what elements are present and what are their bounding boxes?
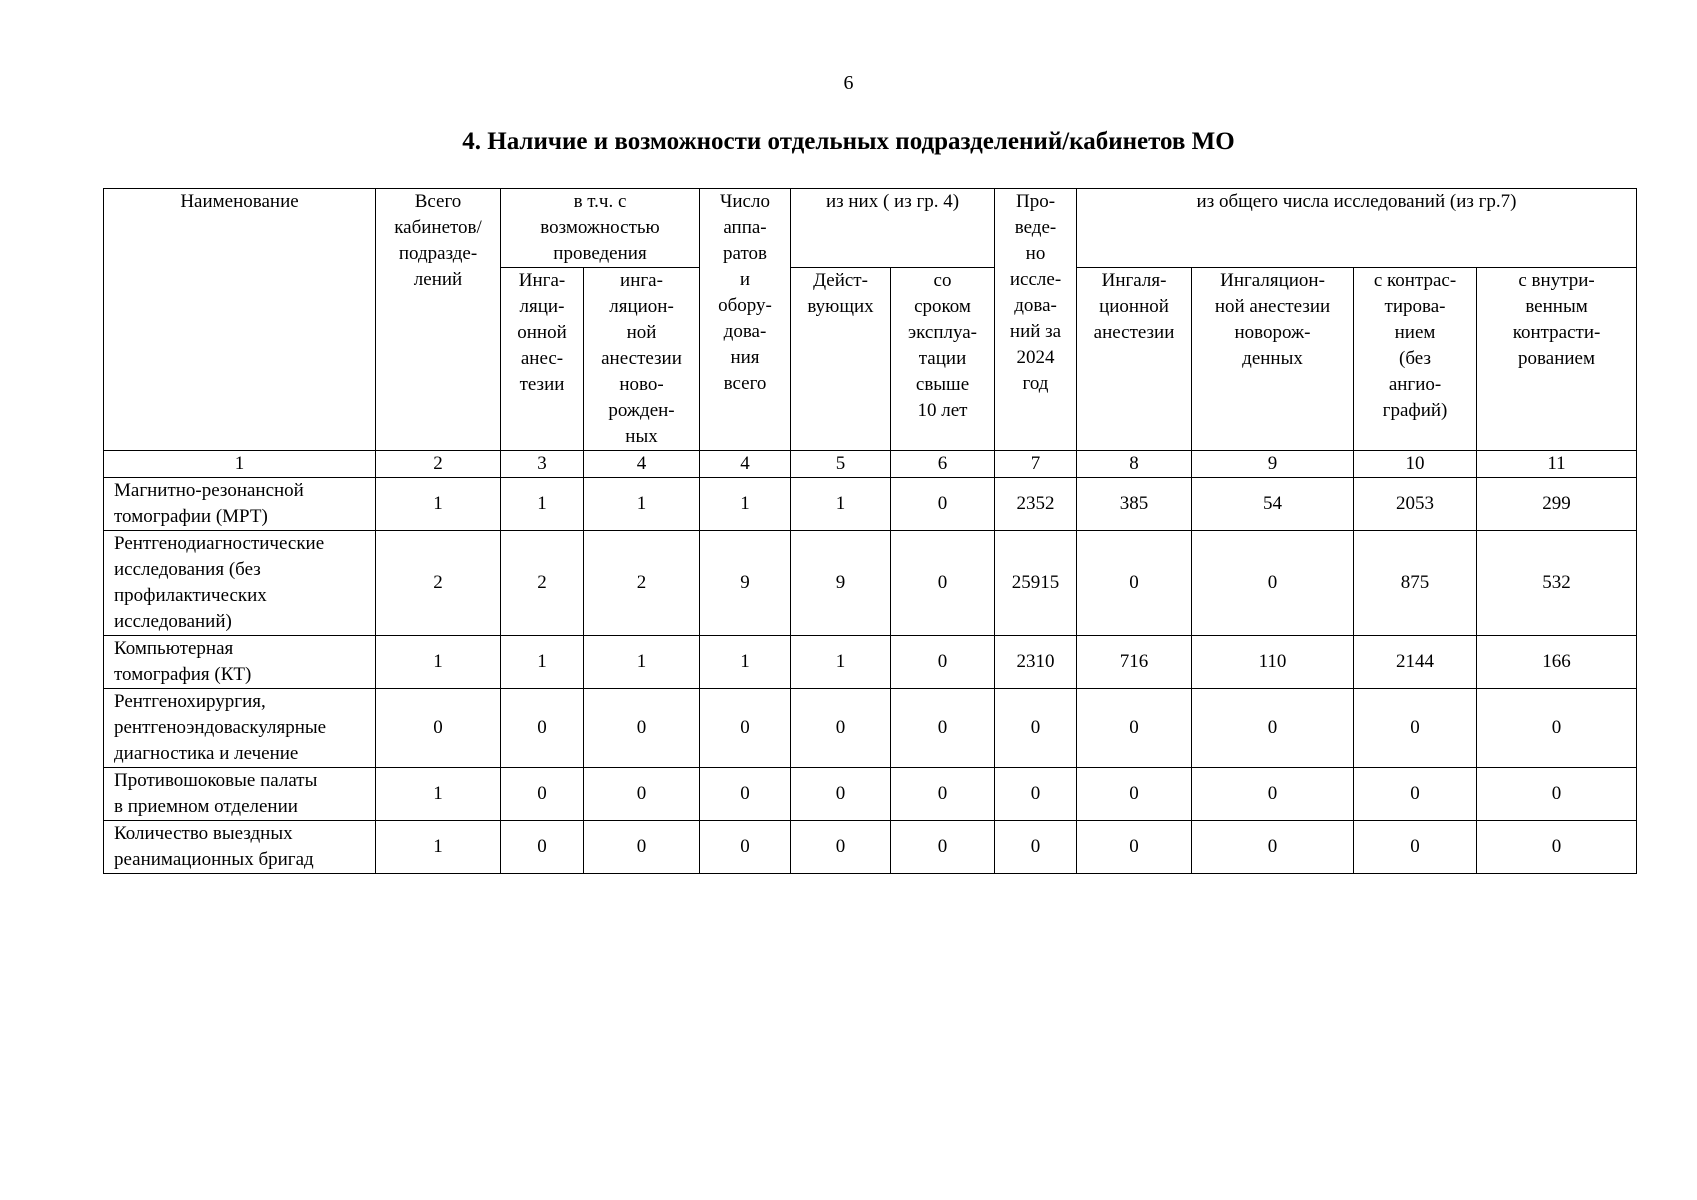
header-over10	[891, 268, 995, 451]
row-value: 0	[1477, 768, 1637, 821]
row-value: 1	[376, 821, 501, 874]
row-value: 1	[700, 478, 791, 531]
text-line: 10 лет	[917, 400, 968, 421]
text-line: онной	[517, 322, 567, 343]
text-line: ний за	[1009, 321, 1062, 342]
text-line: в приемном отделении	[114, 796, 298, 817]
row-value: 1	[584, 478, 700, 531]
row-value: 2144	[1354, 636, 1477, 689]
row-value: 0	[584, 821, 700, 874]
text-line: тезии	[519, 374, 565, 395]
column-number: 4	[700, 451, 791, 478]
text-line: из общего числа исследований (из гр.7)	[1196, 191, 1517, 212]
column-number: 6	[891, 451, 995, 478]
text-line: 2024	[1016, 347, 1055, 368]
text-line: дова-	[723, 321, 767, 342]
text-line: лений	[413, 269, 463, 290]
text-line: ново-	[619, 374, 664, 395]
column-number: 8	[1077, 451, 1192, 478]
text-line: проведения	[553, 243, 647, 264]
text-line: из них ( из гр. 4)	[825, 191, 960, 212]
text-line: вующих	[807, 296, 874, 317]
header-name	[104, 189, 376, 451]
row-value: 25915	[995, 531, 1077, 636]
row-value: 2	[376, 531, 501, 636]
column-number: 7	[995, 451, 1077, 478]
text-line: иссле-	[1009, 269, 1062, 290]
row-value: 0	[791, 689, 891, 768]
row-value: 0	[995, 689, 1077, 768]
row-value: 2	[584, 531, 700, 636]
text-line: инга-	[620, 270, 663, 291]
text-line: всего	[723, 373, 767, 394]
row-value: 9	[791, 531, 891, 636]
text-line: сроком	[914, 296, 971, 317]
text-line: и	[739, 269, 751, 290]
header-s-iv	[1477, 268, 1637, 451]
row-value: 0	[1354, 821, 1477, 874]
text-line: Дейст-	[813, 270, 868, 291]
row-value: 0	[501, 821, 584, 874]
column-number-row	[104, 451, 1637, 478]
text-line: Инга-	[518, 270, 566, 291]
table-row	[104, 636, 1637, 689]
row-value: 0	[501, 689, 584, 768]
text-line: год	[1022, 373, 1049, 394]
text-line: тации	[918, 348, 967, 369]
row-value: 0	[501, 768, 584, 821]
text-line: венным	[1525, 296, 1588, 317]
row-value: 1	[700, 636, 791, 689]
text-line: Магнитно-резонансной	[114, 480, 304, 501]
text-line: (без	[1399, 348, 1431, 369]
text-line: тирова-	[1384, 296, 1446, 317]
row-value: 0	[1192, 689, 1354, 768]
page-number: 6	[843, 72, 854, 94]
text-line: Количество выездных	[114, 823, 293, 844]
row-value: 385	[1077, 478, 1192, 531]
header-s-contrast	[1354, 268, 1477, 451]
row-value: 0	[891, 821, 995, 874]
header-of-total-group	[1077, 189, 1637, 268]
text-line: веде-	[1014, 217, 1057, 238]
text-line: ангио-	[1388, 374, 1442, 395]
column-number: 5	[791, 451, 891, 478]
row-value: 2053	[1354, 478, 1477, 531]
text-line: нием	[1394, 322, 1436, 343]
row-name	[104, 636, 376, 689]
row-value: 0	[891, 478, 995, 531]
text-line: исследований)	[114, 611, 232, 632]
text-line: Наименование	[180, 191, 299, 212]
text-line: Всего	[414, 191, 462, 212]
row-value: 0	[1077, 531, 1192, 636]
row-value: 0	[700, 689, 791, 768]
column-number: 11	[1477, 451, 1637, 478]
column-number: 3	[501, 451, 584, 478]
column-number: 9	[1192, 451, 1354, 478]
row-value: 875	[1354, 531, 1477, 636]
row-value: 1	[376, 636, 501, 689]
header-incl-neo	[584, 268, 700, 451]
text-line: денных	[1242, 348, 1303, 369]
row-value: 0	[1192, 768, 1354, 821]
row-name	[104, 689, 376, 768]
row-value: 532	[1477, 531, 1637, 636]
table-body	[104, 478, 1637, 874]
text-line: со	[933, 270, 952, 291]
row-value: 0	[584, 768, 700, 821]
text-line: рованием	[1518, 348, 1595, 369]
column-number: 1	[104, 451, 376, 478]
row-value: 0	[1354, 768, 1477, 821]
row-value: 0	[1077, 689, 1192, 768]
row-value: 0	[891, 531, 995, 636]
text-line: ния	[730, 347, 760, 368]
text-line: рожден-	[608, 400, 675, 421]
text-line: ляци-	[519, 296, 565, 317]
column-number: 4	[584, 451, 700, 478]
text-line: эксплуа-	[908, 322, 978, 343]
row-value: 0	[891, 636, 995, 689]
row-value: 299	[1477, 478, 1637, 531]
row-value: 0	[1192, 821, 1354, 874]
text-line: ной	[626, 322, 657, 343]
text-line: Число	[720, 191, 770, 212]
row-value: 2352	[995, 478, 1077, 531]
row-value: 110	[1192, 636, 1354, 689]
row-value: 1	[791, 636, 891, 689]
text-line: исследования (без	[114, 559, 261, 580]
text-line: томография (КТ)	[114, 664, 252, 685]
text-line: ных	[625, 426, 658, 447]
row-value: 0	[791, 821, 891, 874]
row-value: 0	[1077, 821, 1192, 874]
table-row	[104, 821, 1637, 874]
table-row	[104, 478, 1637, 531]
row-value: 1	[584, 636, 700, 689]
table-row	[104, 689, 1637, 768]
header-incl-inhal	[501, 268, 584, 451]
text-line: Рентгенодиагностические	[114, 533, 325, 554]
row-value: 2310	[995, 636, 1077, 689]
text-line: подразде-	[398, 243, 478, 264]
row-value: 0	[1477, 821, 1637, 874]
row-value: 1	[376, 478, 501, 531]
header-total	[376, 189, 501, 451]
header-s-inhal	[1077, 268, 1192, 451]
text-line: анестезии	[1093, 322, 1175, 343]
row-value: 166	[1477, 636, 1637, 689]
header-incl-group	[501, 189, 700, 268]
row-value: 2	[501, 531, 584, 636]
text-line: ляцион-	[609, 296, 674, 317]
text-line: в т.ч. с	[573, 191, 627, 212]
row-value: 1	[791, 478, 891, 531]
text-line: графий)	[1382, 400, 1448, 421]
header-of-them-group	[791, 189, 995, 268]
section-title: 4. Наличие и возможности отдельных подразделений/кабинетов МО	[462, 128, 1235, 155]
header-devices	[700, 189, 791, 451]
text-line: анес-	[520, 348, 564, 369]
text-line: возможностью	[540, 217, 660, 238]
row-value: 0	[891, 768, 995, 821]
facilities-table	[103, 188, 1637, 874]
row-name	[104, 768, 376, 821]
text-line: с внутри-	[1518, 270, 1595, 291]
text-line: кабинетов/	[394, 217, 482, 238]
text-line: контрасти-	[1512, 322, 1601, 343]
text-line: профилактических	[114, 585, 267, 606]
text-line: ратов	[723, 243, 767, 264]
text-line: Рентгенохирургия,	[114, 691, 266, 712]
row-value: 0	[376, 689, 501, 768]
text-line: Компьютерная	[114, 638, 234, 659]
row-value: 0	[1192, 531, 1354, 636]
row-value: 1	[501, 478, 584, 531]
text-line: ционной	[1099, 296, 1169, 317]
row-value: 0	[995, 821, 1077, 874]
table-row	[104, 768, 1637, 821]
header-s-neo	[1192, 268, 1354, 451]
header-active	[791, 268, 891, 451]
text-line: ной анестезии	[1214, 296, 1331, 317]
text-line: Ингаля-	[1101, 270, 1167, 291]
row-value: 9	[700, 531, 791, 636]
row-value: 1	[501, 636, 584, 689]
row-value: 0	[1077, 768, 1192, 821]
column-number: 10	[1354, 451, 1477, 478]
text-line: свыше	[915, 374, 970, 395]
text-line: томографии (МРТ)	[114, 506, 268, 527]
text-line: Про-	[1015, 191, 1056, 212]
text-line: но	[1025, 243, 1046, 264]
row-value: 0	[791, 768, 891, 821]
row-value: 0	[1477, 689, 1637, 768]
text-line: диагностика и лечение	[114, 743, 299, 764]
text-line: Противошоковые палаты	[114, 770, 318, 791]
text-line: анестезии	[601, 348, 682, 369]
text-line: обору-	[718, 295, 772, 316]
text-line: Ингаляцион-	[1220, 270, 1325, 291]
row-value: 0	[584, 689, 700, 768]
row-value: 0	[700, 768, 791, 821]
row-name	[104, 478, 376, 531]
text-line: рентгеноэндоваскулярные	[114, 717, 327, 738]
row-value: 716	[1077, 636, 1192, 689]
row-name	[104, 821, 376, 874]
row-value: 1	[376, 768, 501, 821]
text-line: дова-	[1014, 295, 1057, 316]
text-line: с контрас-	[1373, 270, 1457, 291]
text-line: реанимационных бригад	[114, 849, 314, 870]
text-line: новорож-	[1234, 322, 1311, 343]
row-value: 0	[700, 821, 791, 874]
row-value: 0	[995, 768, 1077, 821]
row-value: 0	[1354, 689, 1477, 768]
row-value: 54	[1192, 478, 1354, 531]
text-line: аппа-	[723, 217, 767, 238]
row-value: 0	[891, 689, 995, 768]
table-row	[104, 531, 1637, 636]
header-studies	[995, 189, 1077, 451]
row-name	[104, 531, 376, 636]
column-number: 2	[376, 451, 501, 478]
